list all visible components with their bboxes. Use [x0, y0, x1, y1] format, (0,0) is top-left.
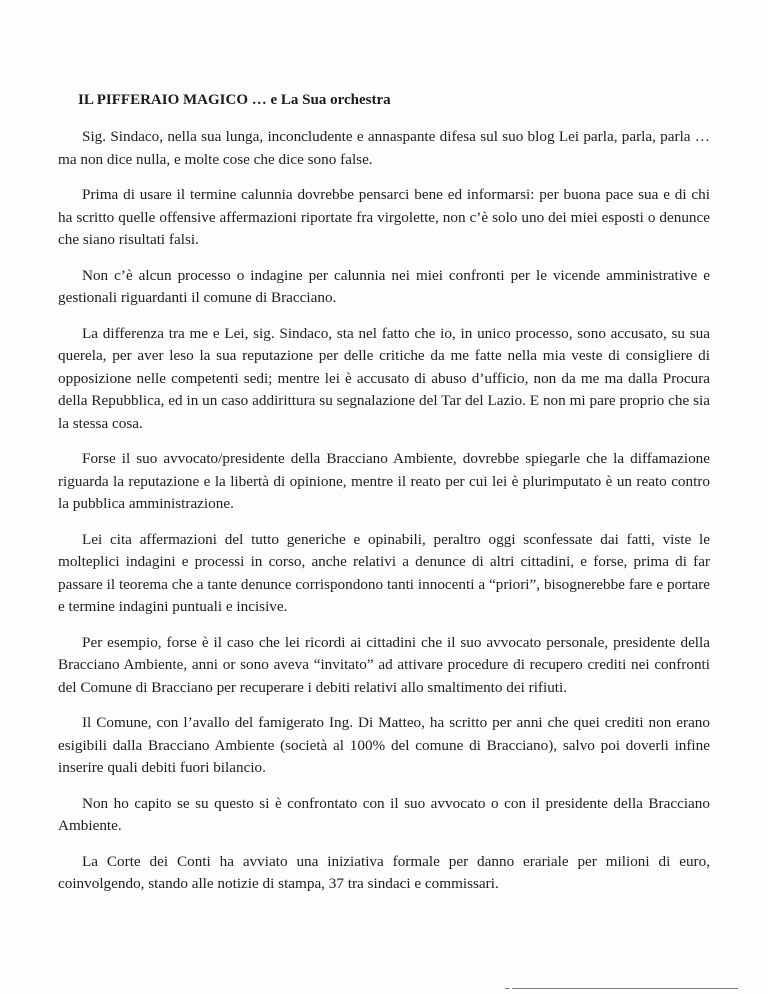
- paragraph-1: Sig. Sindaco, nella sua lunga, inconcludente e annaspante difesa sul suo blog Lei parla, parla, parla … ma non dice nulla, e molte cose che dice sono false.: [58, 128, 710, 168]
- document-title: IL PIFFERAIO MAGICO … e La Sua orchestra: [78, 92, 391, 108]
- paragraph-3: Non c’è alcun processo o indagine per calunnia nei miei confronti per le vicende amministrative e gestionali riguardanti il comune di Bracciano.: [58, 266, 710, 306]
- paragraph-5: Forse il suo avvocato/presidente della Bracciano Ambiente, dovrebbe spiegarle che la diffamazione riguarda la reputazione e la libertà di opinione, mentre il reato per cui lei è plurimputato è un reato contro la pubblica amministrazione.: [58, 450, 710, 512]
- paragraph-10: La Corte dei Conti ha avviato una iniziativa formale per danno erariale per milioni di euro, coinvolgendo, stando alle notizie di stampa, 37 tra sindaci e commissari.: [58, 852, 710, 892]
- paragraph-7: Per esempio, forse è il caso che lei ricordi ai cittadini che il suo avvocato personale, presidente della Bracciano Ambiente, anni or sono aveva “invitato” ad attivare procedure di recupero crediti nei confronti del Comune di Bracciano per recuperare i debiti relativi allo smaltimento dei rifiuti.: [58, 633, 710, 696]
- document-body: [58, 126, 710, 909]
- paragraph-9: Non ho capito se su questo si è confrontato con il suo avvocato o con il presidente della Bracciano Ambiente.: [58, 794, 710, 834]
- footer-rule: [512, 988, 738, 989]
- footer-dash: [505, 988, 509, 989]
- paragraph-8: Il Comune, con l’avallo del famigerato Ing. Di Matteo, ha scritto per anni che quei crediti non erano esigibili dalla Bracciano Ambiente (società al 100% del comune di Bracciano), salvo poi doverli infine inserire quali debiti fuori bilancio.: [58, 714, 710, 776]
- paragraph-4: La differenza tra me e Lei, sig. Sindaco, sta nel fatto che io, in unico processo, sono accusato, su sua querela, per aver leso la sua reputazione per delle critiche da me fatte nella mia veste di consigliere di opposizione nelle competenti sedi; mentre lei è accusato di abuso d’ufficio, non da me ma dalla Procura della Repubblica, ed in un caso addirittura su segnalazione del Tar del Lazio. E non mi pare proprio che sia la stessa cosa.: [58, 324, 710, 432]
- paragraph-2: Prima di usare il termine calunnia dovrebbe pensarci bene ed informarsi: per buona pace sua e di chi ha scritto quelle offensive affermazioni riportate fra virgolette, non c’è solo uno dei miei esposti o denunce che siano risultati falsi.: [58, 186, 710, 248]
- paragraph-6: Lei cita affermazioni del tutto generiche e opinabili, peraltro oggi sconfessate dai fatti, viste le molteplici indagini e processi in corso, anche relativi a denunce di altri cittadini, e forse, prima di far passare il teorema che a tante denunce corrispondono tanti innocenti a “priori”, bisognerebbe fare e portare e termine indagini puntuali e incisive.: [58, 530, 710, 615]
